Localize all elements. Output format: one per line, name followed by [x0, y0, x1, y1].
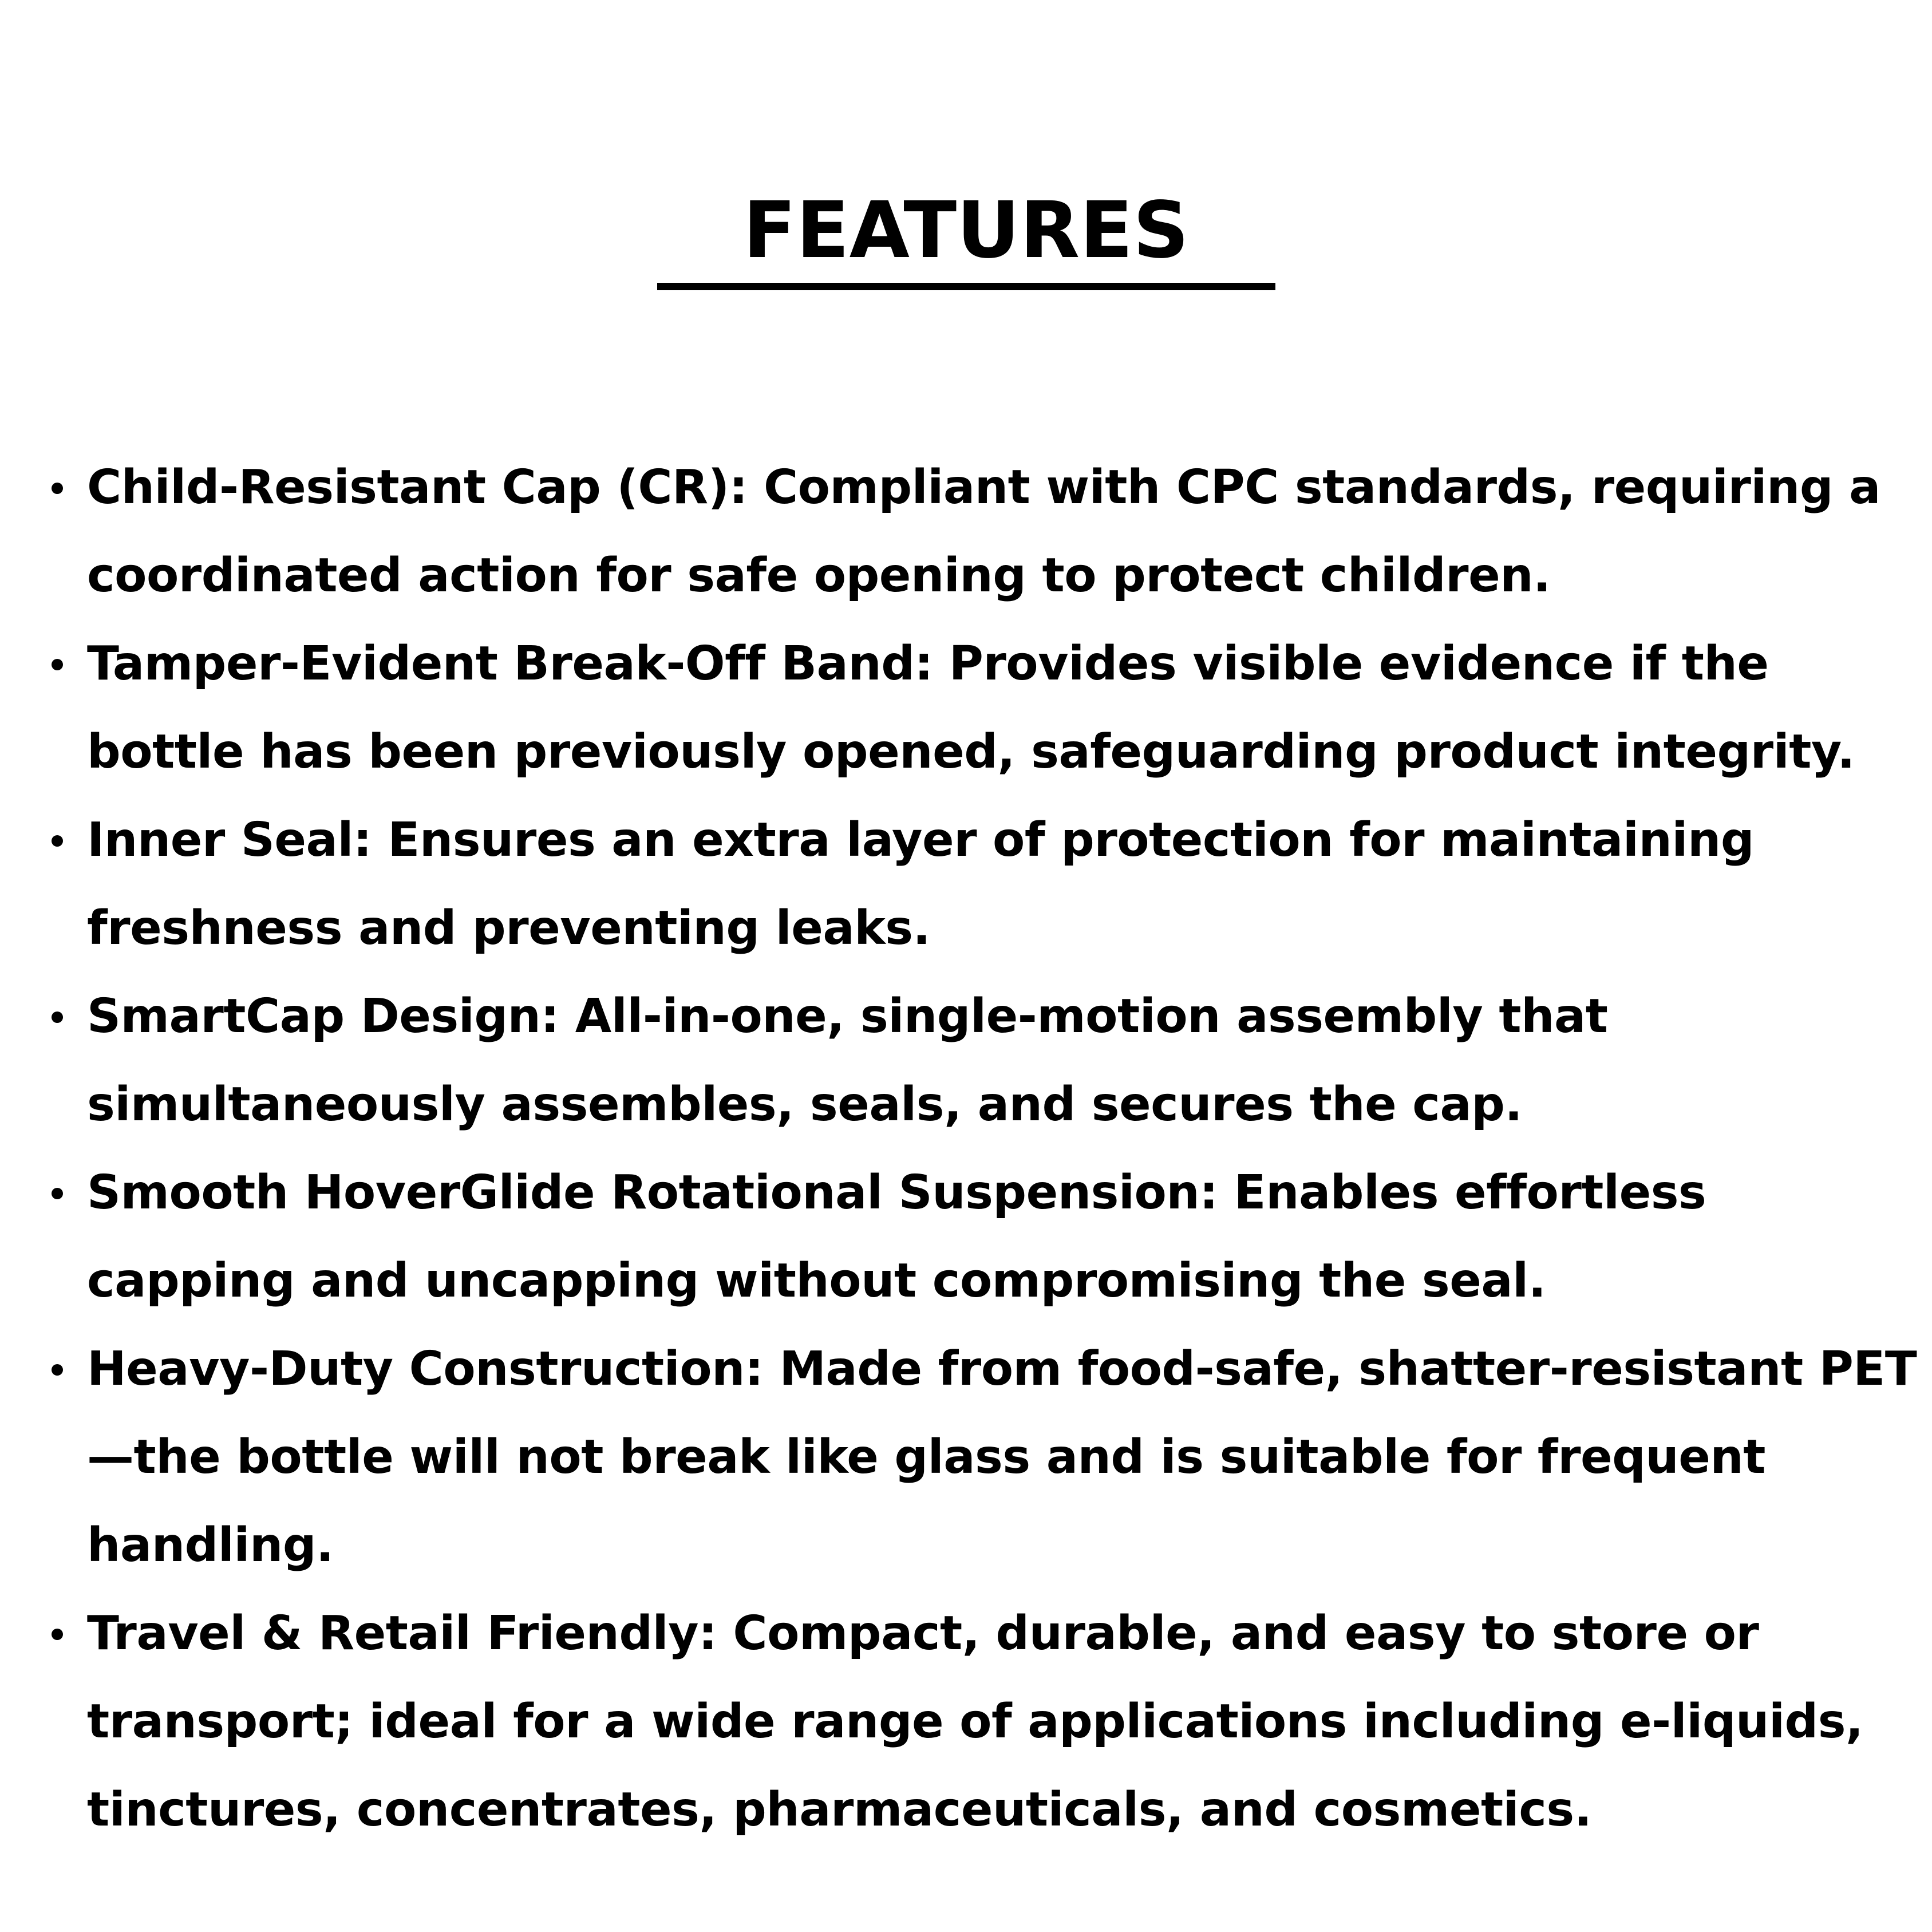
features-list	[0, 444, 1932, 1854]
feature-item	[0, 1149, 1932, 1325]
feature-text: Travel & Retail Friendly: Compact, durable, and easy to store or transport; ideal for a wide range of applications including e-liquids, tinctures, concentrates, pharmaceuticals, and cosmetics.	[87, 1606, 1863, 1837]
feature-text: Heavy-Duty Construction: Made from food-safe, shatter-resistant PET—the bottle will not break like glass and is suitable for frequent handling.	[87, 1342, 1917, 1573]
feature-text: Inner Seal: Ensures an extra layer of protection for maintaining freshness and preventing leaks.	[87, 813, 1755, 955]
feature-item	[0, 796, 1932, 973]
title-block	[0, 182, 1932, 279]
feature-item	[0, 620, 1932, 796]
feature-item	[0, 1590, 1932, 1854]
feature-text: Tamper-Evident Break-Off Band: Provides visible evidence if the bottle has been previously opened, safeguarding product integrity.	[87, 637, 1855, 779]
page-title: FEATURES	[742, 185, 1190, 276]
feature-item	[0, 1325, 1932, 1590]
bullet-icon	[52, 483, 63, 494]
feature-item	[0, 973, 1932, 1149]
bullet-icon	[52, 659, 63, 670]
feature-text: Smooth HoverGlide Rotational Suspension: Enables effortless capping and uncapping without compromising the seal.	[87, 1165, 1706, 1308]
feature-item	[0, 444, 1932, 620]
title-underline	[657, 283, 1275, 290]
bullet-icon	[52, 1629, 63, 1640]
bullet-icon	[52, 1364, 63, 1376]
feature-text: SmartCap Design: All-in-one, single-motion assembly that simultaneously assembles, seals, and secures the cap.	[87, 989, 1608, 1132]
bullet-icon	[52, 835, 63, 847]
feature-text: Child-Resistant Cap (CR): Compliant with CPC standards, requiring a coordinated action for safe opening to protect children.	[87, 460, 1880, 603]
bullet-icon	[52, 1012, 63, 1023]
bullet-icon	[52, 1188, 63, 1199]
